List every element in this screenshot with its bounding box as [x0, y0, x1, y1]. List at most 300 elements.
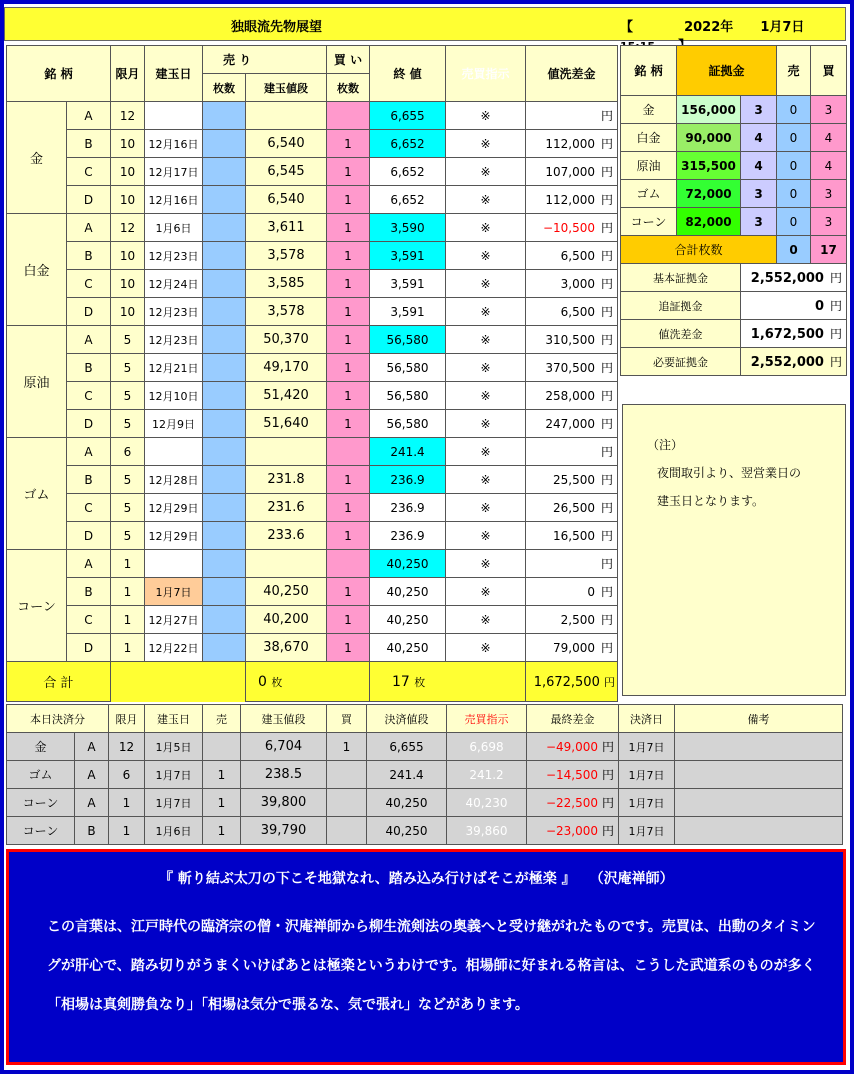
diff-value: 0 円 — [526, 578, 618, 606]
header-brand: 銘 柄 — [7, 46, 111, 102]
table-row — [7, 214, 618, 242]
header-buy: 買 い — [327, 46, 370, 74]
settled-buy — [327, 789, 367, 817]
settled-month: 1 — [109, 817, 145, 845]
settled-open-price: 39,790 — [241, 817, 327, 845]
open-date: 12月29日 — [145, 522, 203, 550]
settled-brand: 金 — [7, 733, 75, 761]
margin-total-buy: 17 — [811, 236, 847, 264]
close-price: 6,655 — [370, 102, 446, 130]
margin-header-buy: 買 — [811, 46, 847, 96]
diff-value: 16,500 円 — [526, 522, 618, 550]
open-date — [145, 550, 203, 578]
sell-count — [203, 158, 246, 186]
sell-count — [203, 438, 246, 466]
settled-code: A — [75, 761, 109, 789]
header-open-date: 建玉日 — [145, 46, 203, 102]
open-date: 12月27日 — [145, 606, 203, 634]
title-bar — [4, 7, 846, 41]
contract-month: 10 — [111, 298, 145, 326]
close-price: 241.4 — [370, 438, 446, 466]
buy-count: 1 — [327, 270, 370, 298]
contract-month: 1 — [111, 578, 145, 606]
close-price: 56,580 — [370, 410, 446, 438]
close-price: 6,652 — [370, 130, 446, 158]
settled-note — [675, 789, 843, 817]
diff-value: 112,000 円 — [526, 130, 618, 158]
contract-code: D — [67, 522, 111, 550]
diff-value: 3,000 円 — [526, 270, 618, 298]
close-price: 6,652 — [370, 158, 446, 186]
header-signal: 売買指示 — [446, 46, 526, 102]
sell-count — [203, 522, 246, 550]
settled-note — [675, 817, 843, 845]
sell-count — [203, 410, 246, 438]
settled-code: A — [75, 789, 109, 817]
summary-label: 追証拠金 — [621, 292, 741, 320]
diff-value: 2,500 円 — [526, 606, 618, 634]
close-price: 236.9 — [370, 494, 446, 522]
brand-name: 原油 — [7, 326, 67, 438]
contract-code: A — [67, 326, 111, 354]
open-date — [145, 438, 203, 466]
table-row — [7, 186, 618, 214]
brand-name: 白金 — [7, 214, 67, 326]
signal-mark: ※ — [446, 578, 526, 606]
total-diff: 1,672,500 円 — [526, 662, 618, 702]
open-date: 12月21日 — [145, 354, 203, 382]
quote-body: この言葉は、江戸時代の臨済宗の僧・沢庵禅師から柳生流剣法の奥義へと受け継がれたものです。売買は、出動のタイミングが肝心で、踏み切りがうまくいけばあとは極楽というわけです。相場師に好まれる格言は、こうした武道系のものが多く「相場は真剣勝負なり」「相場は気分で張るな、気で張れ」などがあります。 — [47, 919, 816, 1013]
contract-code: A — [67, 550, 111, 578]
signal-mark: ※ — [446, 326, 526, 354]
close-price: 3,591 — [370, 270, 446, 298]
open-date — [145, 102, 203, 130]
contract-code: D — [67, 634, 111, 662]
close-price: 56,580 — [370, 382, 446, 410]
signal-mark: ※ — [446, 634, 526, 662]
settled-buy: 1 — [327, 733, 367, 761]
margin-mult: 3 — [741, 208, 777, 236]
sell-count — [203, 130, 246, 158]
settled-open-date: 1月5日 — [145, 733, 203, 761]
year: 2022年 — [684, 20, 734, 35]
buy-count: 1 — [327, 466, 370, 494]
table-row — [7, 270, 618, 298]
sell-count — [203, 494, 246, 522]
open-date: 12月28日 — [145, 466, 203, 494]
signal-mark: ※ — [446, 606, 526, 634]
date-display: 【 2022年 1月7日 — [620, 16, 845, 54]
open-date: 12月10日 — [145, 382, 203, 410]
contract-code: B — [67, 578, 111, 606]
margin-buy: 3 — [811, 96, 847, 124]
settled-header-settle-price: 決済値段 — [367, 705, 447, 733]
close-price: 56,580 — [370, 326, 446, 354]
total-sell: 0 枚 — [246, 662, 370, 702]
quote-title: 『 斬り結ぶ太刀の下こそ地獄なれ、踏み込み行けばそこが極楽 』 （沢庵禅師） — [159, 871, 674, 887]
settled-row — [7, 761, 843, 789]
diff-value: 310,500 円 — [526, 326, 618, 354]
close-price: 3,591 — [370, 298, 446, 326]
table-row — [7, 606, 618, 634]
diff-value: 247,000 円 — [526, 410, 618, 438]
settled-brand: ゴム — [7, 761, 75, 789]
table-row — [7, 550, 618, 578]
page-title: 独眼流先物展望 — [231, 20, 323, 35]
open-date: 12月17日 — [145, 158, 203, 186]
sell-count — [203, 466, 246, 494]
margin-header-sell: 売 — [777, 46, 811, 96]
margin-sell: 0 — [777, 180, 811, 208]
buy-count: 1 — [327, 242, 370, 270]
settled-open-date: 1月7日 — [145, 761, 203, 789]
contract-code: C — [67, 158, 111, 186]
settled-header-month: 限月 — [109, 705, 145, 733]
buy-count: 1 — [327, 130, 370, 158]
margin-mult: 4 — [741, 152, 777, 180]
margin-row — [621, 180, 847, 208]
contract-code: C — [67, 382, 111, 410]
sell-count — [203, 578, 246, 606]
memo-note: （注） — [647, 438, 684, 452]
settled-row — [7, 733, 843, 761]
header-close: 終 値 — [370, 46, 446, 102]
open-price: 231.6 — [246, 494, 327, 522]
contract-code: A — [67, 102, 111, 130]
diff-value: 107,000 円 — [526, 158, 618, 186]
contract-code: B — [67, 242, 111, 270]
table-row — [7, 634, 618, 662]
contract-code: B — [67, 466, 111, 494]
open-price: 50,370 — [246, 326, 327, 354]
close-price: 40,250 — [370, 550, 446, 578]
diff-value: 25,500 円 — [526, 466, 618, 494]
table-row — [7, 382, 618, 410]
summary-value: 2,552,000 円 — [741, 348, 847, 376]
open-price: 51,420 — [246, 382, 327, 410]
close-price: 40,250 — [370, 578, 446, 606]
margin-value: 156,000 — [677, 96, 741, 124]
table-row — [7, 578, 618, 606]
buy-count — [327, 438, 370, 466]
margin-brand: 白金 — [621, 124, 677, 152]
margin-row — [621, 124, 847, 152]
header-sell-count: 枚数 — [203, 74, 246, 102]
open-date: 12月22日 — [145, 634, 203, 662]
header-buy-count: 枚数 — [327, 74, 370, 102]
settled-price: 241.4 — [367, 761, 447, 789]
settled-signal: 40,230 — [447, 789, 527, 817]
open-price: 6,540 — [246, 130, 327, 158]
margin-sell: 0 — [777, 124, 811, 152]
margin-table — [620, 45, 847, 376]
contract-code: C — [67, 494, 111, 522]
settled-header-final: 最終差金 — [527, 705, 619, 733]
sell-count — [203, 186, 246, 214]
brand-name: 金 — [7, 102, 67, 214]
settled-row — [7, 817, 843, 845]
contract-month: 5 — [111, 466, 145, 494]
sell-count — [203, 354, 246, 382]
margin-buy: 3 — [811, 208, 847, 236]
settled-code: B — [75, 817, 109, 845]
settled-row — [7, 789, 843, 817]
settled-brand: コーン — [7, 789, 75, 817]
sell-count — [203, 214, 246, 242]
memo-line-1: 夜間取引より、翌営業日の — [657, 466, 802, 480]
contract-month: 12 — [111, 102, 145, 130]
settled-sell: 1 — [203, 789, 241, 817]
signal-mark: ※ — [446, 186, 526, 214]
summary-value: 1,672,500 円 — [741, 320, 847, 348]
margin-total-label: 合計枚数 — [621, 236, 777, 264]
open-price: 40,250 — [246, 578, 327, 606]
date: 1月7日 — [760, 20, 805, 35]
table-row — [7, 522, 618, 550]
settled-open-price: 238.5 — [241, 761, 327, 789]
contract-code: A — [67, 438, 111, 466]
diff-value: 26,500 円 — [526, 494, 618, 522]
signal-mark: ※ — [446, 410, 526, 438]
diff-value: 112,000 円 — [526, 186, 618, 214]
contract-code: A — [67, 214, 111, 242]
quote-box — [6, 849, 846, 1065]
buy-count: 1 — [327, 494, 370, 522]
margin-buy: 4 — [811, 124, 847, 152]
open-date: 12月23日 — [145, 242, 203, 270]
settled-date: 1月7日 — [619, 789, 675, 817]
open-price: 51,640 — [246, 410, 327, 438]
sell-count — [203, 270, 246, 298]
contract-code: D — [67, 298, 111, 326]
settled-signal: 241.2 — [447, 761, 527, 789]
close-price: 40,250 — [370, 634, 446, 662]
buy-count: 1 — [327, 214, 370, 242]
summary-row — [621, 292, 847, 320]
settled-final: −14,500 円 — [527, 761, 619, 789]
signal-mark: ※ — [446, 298, 526, 326]
open-price: 40,200 — [246, 606, 327, 634]
close-price: 3,590 — [370, 214, 446, 242]
signal-mark: ※ — [446, 550, 526, 578]
buy-count: 1 — [327, 186, 370, 214]
open-price: 38,670 — [246, 634, 327, 662]
open-date: 12月24日 — [145, 270, 203, 298]
close-price: 236.9 — [370, 466, 446, 494]
diff-value: 円 — [526, 102, 618, 130]
contract-code: D — [67, 410, 111, 438]
diff-value: −10,500 円 — [526, 214, 618, 242]
margin-mult: 3 — [741, 180, 777, 208]
contract-month: 10 — [111, 158, 145, 186]
summary-row — [621, 264, 847, 292]
contract-month: 5 — [111, 494, 145, 522]
contract-code: D — [67, 186, 111, 214]
signal-mark: ※ — [446, 130, 526, 158]
margin-header-brand: 銘 柄 — [621, 46, 677, 96]
signal-mark: ※ — [446, 382, 526, 410]
buy-count: 1 — [327, 578, 370, 606]
signal-mark: ※ — [446, 522, 526, 550]
summary-row — [621, 348, 847, 376]
table-row — [7, 326, 618, 354]
contract-month: 1 — [111, 550, 145, 578]
settled-open-date: 1月7日 — [145, 789, 203, 817]
settled-month: 12 — [109, 733, 145, 761]
contract-month: 5 — [111, 354, 145, 382]
sell-count — [203, 102, 246, 130]
diff-value: 258,000 円 — [526, 382, 618, 410]
settled-date: 1月7日 — [619, 733, 675, 761]
settled-brand: コーン — [7, 817, 75, 845]
settled-header-settle-date: 決済日 — [619, 705, 675, 733]
table-row — [7, 102, 618, 130]
settled-final: −22,500 円 — [527, 789, 619, 817]
table-row — [7, 130, 618, 158]
close-price: 40,250 — [370, 606, 446, 634]
brand-name: ゴム — [7, 438, 67, 550]
settled-final: −23,000 円 — [527, 817, 619, 845]
contract-code: C — [67, 270, 111, 298]
signal-mark: ※ — [446, 102, 526, 130]
buy-count: 1 — [327, 298, 370, 326]
summary-label: 必要証拠金 — [621, 348, 741, 376]
table-row — [7, 494, 618, 522]
signal-mark: ※ — [446, 242, 526, 270]
open-price: 3,578 — [246, 242, 327, 270]
sell-count — [203, 606, 246, 634]
settled-final: −49,000 円 — [527, 733, 619, 761]
buy-count: 1 — [327, 326, 370, 354]
settled-code: A — [75, 733, 109, 761]
settled-header-sell: 売 — [203, 705, 241, 733]
diff-value: 79,000 円 — [526, 634, 618, 662]
margin-brand: ゴム — [621, 180, 677, 208]
contract-month: 5 — [111, 522, 145, 550]
contract-month: 10 — [111, 242, 145, 270]
contract-code: C — [67, 606, 111, 634]
open-date: 12月29日 — [145, 494, 203, 522]
buy-count — [327, 102, 370, 130]
memo-title[interactable]: MEMO — [716, 382, 752, 395]
open-price: 6,540 — [246, 186, 327, 214]
summary-value: 0 円 — [741, 292, 847, 320]
open-date: 1月6日 — [145, 214, 203, 242]
margin-sell: 0 — [777, 152, 811, 180]
close-price: 56,580 — [370, 354, 446, 382]
margin-brand: 原油 — [621, 152, 677, 180]
open-date: 12月16日 — [145, 186, 203, 214]
open-price: 3,585 — [246, 270, 327, 298]
memo-line-2: 建玉日となります。 — [657, 494, 765, 508]
open-price: 6,545 — [246, 158, 327, 186]
diff-value: 円 — [526, 550, 618, 578]
table-row — [7, 158, 618, 186]
settled-sell: 1 — [203, 817, 241, 845]
signal-mark: ※ — [446, 270, 526, 298]
table-row — [7, 298, 618, 326]
sell-count — [203, 382, 246, 410]
contract-month: 6 — [111, 438, 145, 466]
summary-label: 基本証拠金 — [621, 264, 741, 292]
close-price: 6,652 — [370, 186, 446, 214]
signal-mark: ※ — [446, 158, 526, 186]
summary-row — [621, 320, 847, 348]
signal-mark: ※ — [446, 466, 526, 494]
contract-month: 5 — [111, 326, 145, 354]
contract-month: 1 — [111, 606, 145, 634]
memo-box — [622, 404, 846, 696]
buy-count: 1 — [327, 410, 370, 438]
settled-open-price: 6,704 — [241, 733, 327, 761]
settled-signal: 6,698 — [447, 733, 527, 761]
settled-header-note: 備考 — [675, 705, 843, 733]
buy-count: 1 — [327, 382, 370, 410]
close-price: 3,591 — [370, 242, 446, 270]
contract-month: 10 — [111, 270, 145, 298]
margin-mult: 3 — [741, 96, 777, 124]
sell-count — [203, 634, 246, 662]
contract-month: 12 — [111, 214, 145, 242]
settled-header-open-price: 建玉値段 — [241, 705, 327, 733]
open-price — [246, 550, 327, 578]
margin-total-sell: 0 — [777, 236, 811, 264]
settled-signal: 39,860 — [447, 817, 527, 845]
contract-code: B — [67, 130, 111, 158]
contract-month: 10 — [111, 186, 145, 214]
open-date: 1月7日 — [145, 578, 203, 606]
header-sell: 売 り — [203, 46, 327, 74]
table-row — [7, 354, 618, 382]
settled-month: 6 — [109, 761, 145, 789]
margin-buy: 3 — [811, 180, 847, 208]
margin-sell: 0 — [777, 96, 811, 124]
summary-value: 2,552,000 円 — [741, 264, 847, 292]
settled-header-open-date: 建玉日 — [145, 705, 203, 733]
margin-brand: コーン — [621, 208, 677, 236]
settled-header-signal: 売買指示 — [447, 705, 527, 733]
settled-header-buy: 買 — [327, 705, 367, 733]
margin-value: 72,000 — [677, 180, 741, 208]
settled-sell — [203, 733, 241, 761]
margin-header-margin: 証拠金 — [677, 46, 777, 96]
settled-header-label: 本日決済分 — [7, 705, 109, 733]
settled-note — [675, 733, 843, 761]
margin-value: 82,000 — [677, 208, 741, 236]
settled-note — [675, 761, 843, 789]
sell-count — [203, 550, 246, 578]
positions-table — [6, 45, 618, 702]
signal-mark: ※ — [446, 214, 526, 242]
contract-month: 5 — [111, 410, 145, 438]
open-price — [246, 102, 327, 130]
header-month: 限月 — [111, 46, 145, 102]
margin-mult: 4 — [741, 124, 777, 152]
table-row — [7, 466, 618, 494]
settled-buy — [327, 761, 367, 789]
margin-row — [621, 208, 847, 236]
signal-mark: ※ — [446, 438, 526, 466]
margin-row — [621, 96, 847, 124]
sell-count — [203, 298, 246, 326]
close-price: 236.9 — [370, 522, 446, 550]
sell-count — [203, 242, 246, 270]
header-diff: 値洗差金 — [526, 46, 618, 102]
margin-value: 315,500 — [677, 152, 741, 180]
buy-count: 1 — [327, 354, 370, 382]
buy-count: 1 — [327, 158, 370, 186]
diff-value: 370,500 円 — [526, 354, 618, 382]
